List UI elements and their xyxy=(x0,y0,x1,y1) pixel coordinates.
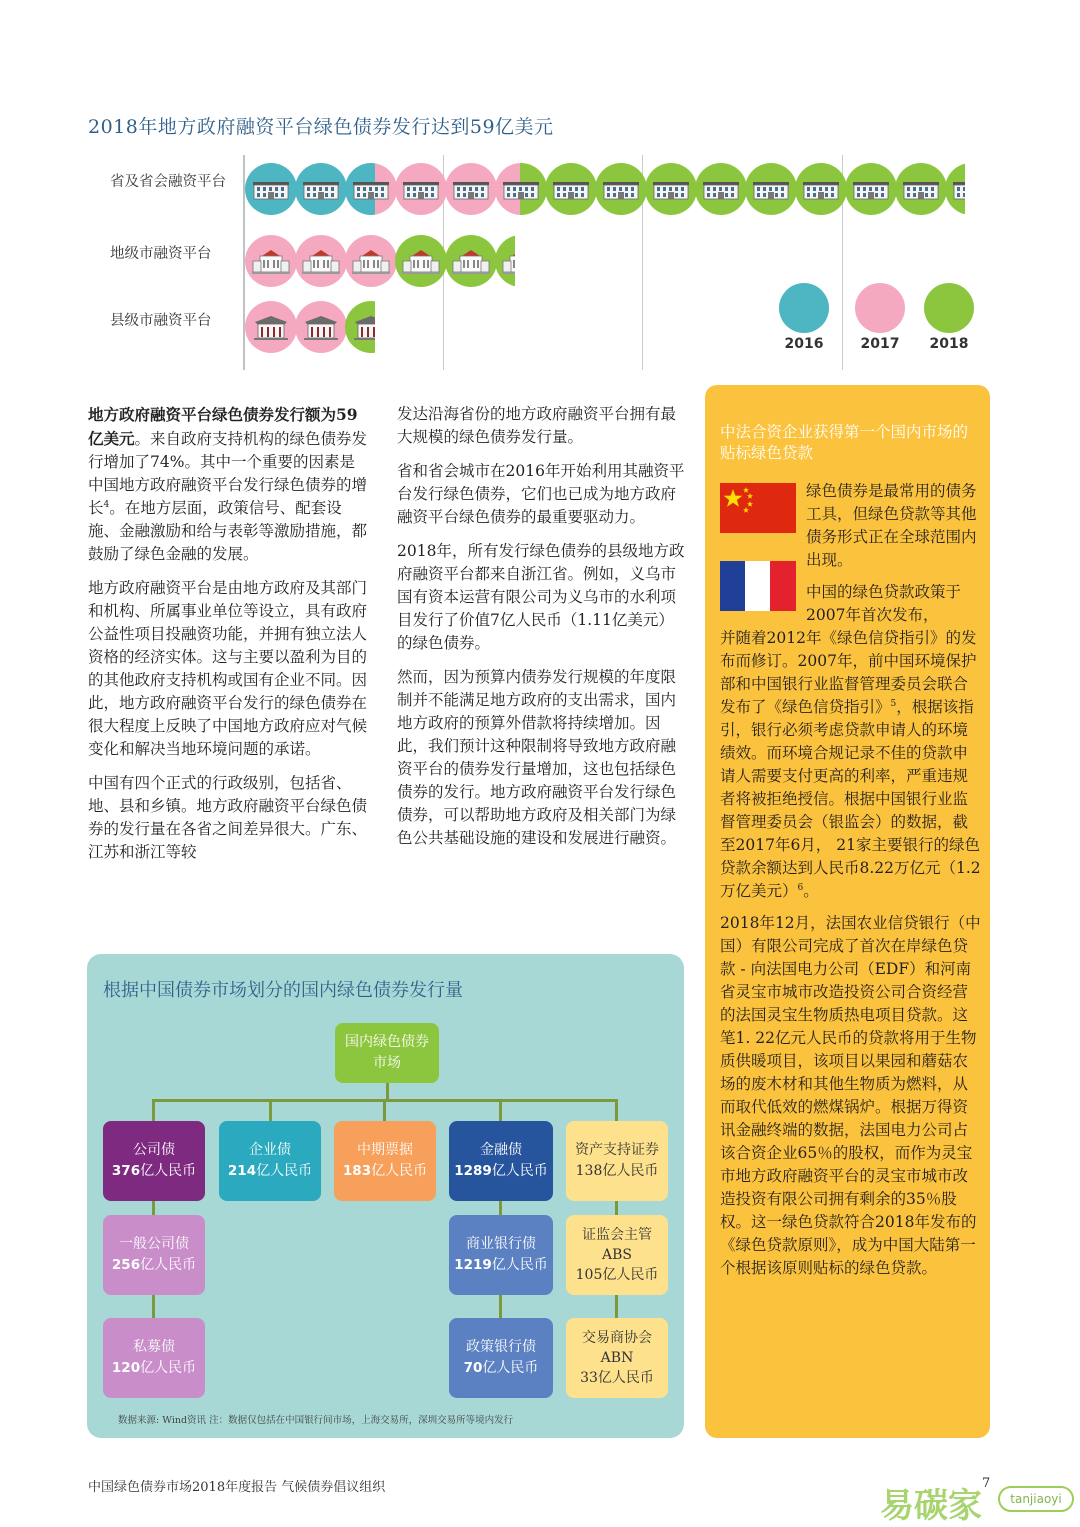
left-paragraph-2: 地方政府融资平台是由地方政府及其部门和机构、所属事业单位等设立，具有政府公益性项目投融资功能，并拥有独立法人资格的经济实体。这与主要以盈利为目的的其他政府支持机构或国有企业不同。因此，地方政府融资平台发行的绿色债券在很大程度上反映了中国地方政府应对气候变化和解决当地环境问题的承诺。 xyxy=(88,579,368,758)
row-label-county: 县级市融资平台 xyxy=(110,313,212,329)
left-column xyxy=(88,403,370,875)
building-icon xyxy=(952,178,965,202)
building-icon xyxy=(502,178,540,202)
building-icon xyxy=(352,250,390,276)
legend-label-2018: 2018 xyxy=(929,336,969,352)
node-financial-bond xyxy=(449,1121,553,1201)
building-icon xyxy=(302,250,340,276)
connector xyxy=(615,1099,618,1121)
node-label: 交易商协会 xyxy=(582,1330,652,1346)
building-icon xyxy=(502,250,515,276)
chart-coin xyxy=(295,301,347,353)
watermark-url: tanjiaoyi xyxy=(998,1486,1074,1512)
node-general-corporate-bond xyxy=(103,1215,205,1295)
building-icon xyxy=(302,178,340,202)
node-unit: 亿人民币 xyxy=(491,1163,548,1179)
building-icon xyxy=(352,316,375,342)
building-icon xyxy=(352,178,390,202)
node-label: 私募债 xyxy=(133,1339,175,1355)
sidebar-p2-text: 并随着2012年《绿色信贷指引》的发布而修订。2007年，前中国环境保护部和中国银行业监督管理委员会联合发布了《绿色信贷指引》 xyxy=(720,629,977,716)
left-paragraph-3: 中国有四个正式的行政级别，包括省、地、县和乡镇。地方政府融资平台绿色债券的发行量在各省之间差异很大。广东、江苏和浙江等较 xyxy=(88,774,368,861)
node-amount: 138亿人民币 xyxy=(575,1163,659,1179)
france-flag-icon xyxy=(720,561,796,611)
connector xyxy=(269,1099,272,1121)
coin-row-county xyxy=(240,301,375,353)
row-label-prefecture: 地级市融资平台 xyxy=(110,246,212,262)
building-icon xyxy=(252,178,290,202)
node-unit: 亿人民币 xyxy=(371,1163,428,1179)
node-amount: 1219 xyxy=(454,1257,492,1273)
node-amount: 256 xyxy=(111,1257,141,1273)
node-policy-bank-bond xyxy=(449,1318,553,1398)
chart-coin xyxy=(295,235,347,287)
china-flag-icon xyxy=(720,483,796,533)
node-private-bond xyxy=(103,1318,205,1398)
building-icon xyxy=(602,178,640,202)
sidebar-p2-text-c: ，根据该指引，银行必须考虑贷款申请人的环境绩效。而环境合规记录不佳的贷款申请人需要支付更高的利率，严重违规者将被拒绝授信。根据中国银行业监督管理委员会（银监会）的数据，截至2017年6月， 21家主要银行的绿色贷款余额达到人民币8.22万亿元（1.2万亿美元） xyxy=(720,698,981,900)
legend-swatch-2018 xyxy=(924,283,974,333)
node-domestic-market xyxy=(335,1023,439,1083)
sidebar-body xyxy=(720,627,982,1289)
node-label: 金融债 xyxy=(480,1142,522,1158)
left-p1-text: 。来自政府支持机构的绿色债券发行增加了74%。其中一个重要的因素是中国地方政府融资平台发行绿色债券的增长 xyxy=(88,430,368,517)
sidebar-p2-text-d: 。 xyxy=(803,882,819,900)
chart-coin xyxy=(295,163,347,215)
building-icon xyxy=(302,316,340,342)
lead-bold: 地方政府融资平台绿色债券发行额为59亿美元 xyxy=(88,405,358,448)
node-enterprise-bond xyxy=(219,1121,321,1201)
footnote-ref-5: 5 xyxy=(890,698,897,709)
middle-column xyxy=(397,403,685,861)
page-number: 7 xyxy=(982,1476,991,1491)
building-icon xyxy=(252,250,290,276)
node-label: 资产支持证券 xyxy=(575,1142,659,1158)
footnote-ref-6: 6 xyxy=(797,882,804,893)
node-abs xyxy=(566,1121,668,1201)
building-icon xyxy=(402,250,440,276)
legend-label-2016: 2016 xyxy=(784,336,824,352)
node-corporate-bond xyxy=(103,1121,205,1201)
building-icon xyxy=(852,178,890,202)
node-mtn xyxy=(334,1121,436,1201)
chart-coin xyxy=(845,163,897,215)
building-icon xyxy=(552,178,590,202)
watermark-logo: 易碳家 xyxy=(880,1486,982,1526)
sidebar-paragraph-2b xyxy=(720,627,982,903)
node-label: 证监会主管 xyxy=(582,1227,652,1243)
chart-coin xyxy=(395,235,447,287)
connector xyxy=(386,1083,389,1099)
coin-row-prefecture xyxy=(240,235,515,287)
node-label: 中期票据 xyxy=(357,1142,413,1158)
node-unit: 亿人民币 xyxy=(140,1360,197,1376)
chart-coin xyxy=(445,163,497,215)
left-paragraph-1 xyxy=(88,403,370,566)
connector xyxy=(499,1099,502,1121)
node-amount: 120 xyxy=(111,1360,141,1376)
building-icon xyxy=(252,316,290,342)
chart-coin xyxy=(695,163,747,215)
mid-paragraph-4: 然而，因为预算内债券发行规模的年度限制并不能满足地方政府的支出需求，国内地方政府的预算外借款将持续增加。因此，我们预计这种限制将导致地方政府融资平台的债券发行量增加，这也包括绿色债券的发行。地方政府融资平台发行绿色债券，可以帮助地方政府及相关部门为绿色公共基础设施的建设和发展进行融资。 xyxy=(397,668,677,847)
node-amount: 376 xyxy=(111,1163,141,1179)
mid-paragraph-3: 2018年，所有发行绿色债券的县级地方政府融资平台都来自浙江省。例如，义乌市国有资本运营有限公司为义乌市的水利项目发行了价值7亿人民币（1.11亿美元）的绿色债券。 xyxy=(397,542,685,652)
node-sub: ABN xyxy=(600,1350,634,1366)
mid-paragraph-1: 发达沿海省份的地方政府融资平台拥有最大规模的绿色债券发行量。 xyxy=(397,405,677,446)
chart-coin xyxy=(245,235,297,287)
chart-coin xyxy=(545,163,597,215)
node-sub: ABS xyxy=(602,1247,632,1263)
node-unit: 亿人民币 xyxy=(491,1257,548,1273)
row-label-provincial: 省及省会融资平台 xyxy=(110,174,226,190)
node-unit: 亿人民币 xyxy=(140,1257,197,1273)
node-amount: 183 xyxy=(342,1163,372,1179)
chart-coin xyxy=(245,163,297,215)
building-icon xyxy=(452,250,490,276)
building-icon xyxy=(802,178,840,202)
node-label: 公司债 xyxy=(133,1142,175,1158)
node-nafmii-abn xyxy=(566,1318,668,1398)
node-csrc-abs xyxy=(566,1215,668,1295)
node-amount: 33亿人民币 xyxy=(580,1370,654,1386)
chart-title: 2018年地方政府融资平台绿色债券发行达到59亿美元 xyxy=(88,116,554,138)
chart-coin xyxy=(895,163,947,215)
building-icon xyxy=(752,178,790,202)
building-icon xyxy=(702,178,740,202)
legend-swatch-2016 xyxy=(779,283,829,333)
building-icon xyxy=(652,178,690,202)
sidebar-paragraph-3: 2018年12月，法国农业信贷银行（中国）有限公司完成了首次在岸绿色贷款 - 向法国电力公司（EDF）和河南省灵宝市城市改造投资公司合资经营的法国灵宝生物质热电项目贷款。这笔1. 22亿元人民币的贷款将用于生物质供暖项目，该项目以果园和蘑菇农场的废木材和其他生物质为燃料，从而取代低效的燃煤锅炉。根据万得资讯金融终端的数据，法国电力公司占该合资企业65％的股权，而作为灵宝市地方政府融资平台的灵宝市城市改造投资有限公司拥有剩余的35％股权。这一绿色贷款符合2018年发布的《绿色贷款原则》，成为中国大陆第一个根据该原则贴标的绿色贷款。 xyxy=(720,914,981,1277)
coin-row-provincial xyxy=(240,163,965,215)
chart-coin xyxy=(445,235,497,287)
chart-coin xyxy=(345,301,375,353)
org-chart-title: 根据中国债券市场划分的国内绿色债券发行量 xyxy=(103,980,463,1001)
node-commercial-bank-bond xyxy=(449,1215,553,1295)
footnote-ref-4: 4 xyxy=(103,499,110,510)
chart-coin xyxy=(345,163,397,215)
building-icon xyxy=(902,178,940,202)
connector xyxy=(152,1099,155,1121)
chart-coin xyxy=(945,163,965,215)
node-label: 政策银行债 xyxy=(466,1339,536,1355)
node-unit: 亿人民币 xyxy=(256,1163,313,1179)
node-root-label: 国内绿色债券市场 xyxy=(345,1034,429,1071)
node-amount: 1289 xyxy=(454,1163,492,1179)
building-icon xyxy=(402,178,440,202)
data-source-note: 数据来源: Wind资讯 注：数据仅包括在中国银行间市场，上海交易所，深圳交易所等境内发行 xyxy=(118,1415,514,1426)
node-label: 企业债 xyxy=(249,1142,291,1158)
left-p1-text2: 。在地方层面，政策信号、配套设施、金融激励和给与表彰等激励措施，都鼓励了绿色金融的发展。 xyxy=(88,499,368,563)
sidebar-paragraph-2a: 中国的绿色贷款政策于2007年首次发布， xyxy=(806,583,962,624)
chart-coin xyxy=(495,235,515,287)
chart-coin xyxy=(345,235,397,287)
chart-coin xyxy=(645,163,697,215)
node-unit: 亿人民币 xyxy=(140,1163,197,1179)
chart-coin xyxy=(245,301,297,353)
chart-coin xyxy=(745,163,797,215)
chart-coin xyxy=(495,163,547,215)
sidebar-paragraph-1: 绿色债券是最常用的债务工具，但绿色贷款等其他债务形式正在全球范围内出现。 xyxy=(806,482,977,569)
chart-coin xyxy=(395,163,447,215)
footer-report-title: 中国绿色债券市场2018年度报告 气候债券倡议组织 xyxy=(88,1480,386,1495)
chart-coin xyxy=(795,163,847,215)
node-label: 商业银行债 xyxy=(466,1236,536,1252)
sidebar-title: 中法合资企业获得第一个国内市场的贴标绿色贷款 xyxy=(720,423,969,462)
chart-coin xyxy=(595,163,647,215)
node-amount: 105亿人民币 xyxy=(575,1267,659,1283)
node-amount: 70 xyxy=(463,1360,483,1376)
node-amount: 214 xyxy=(227,1163,257,1179)
connector xyxy=(383,1099,386,1121)
mid-paragraph-2: 省和省会城市在2016年开始利用其融资平台发行绿色债券，它们也已成为地方政府融资平台绿色债券的最重要驱动力。 xyxy=(397,462,685,526)
building-icon xyxy=(452,178,490,202)
node-unit: 亿人民币 xyxy=(482,1360,539,1376)
node-label: 一般公司债 xyxy=(119,1236,189,1252)
legend-label-2017: 2017 xyxy=(860,336,900,352)
legend-swatch-2017 xyxy=(855,283,905,333)
